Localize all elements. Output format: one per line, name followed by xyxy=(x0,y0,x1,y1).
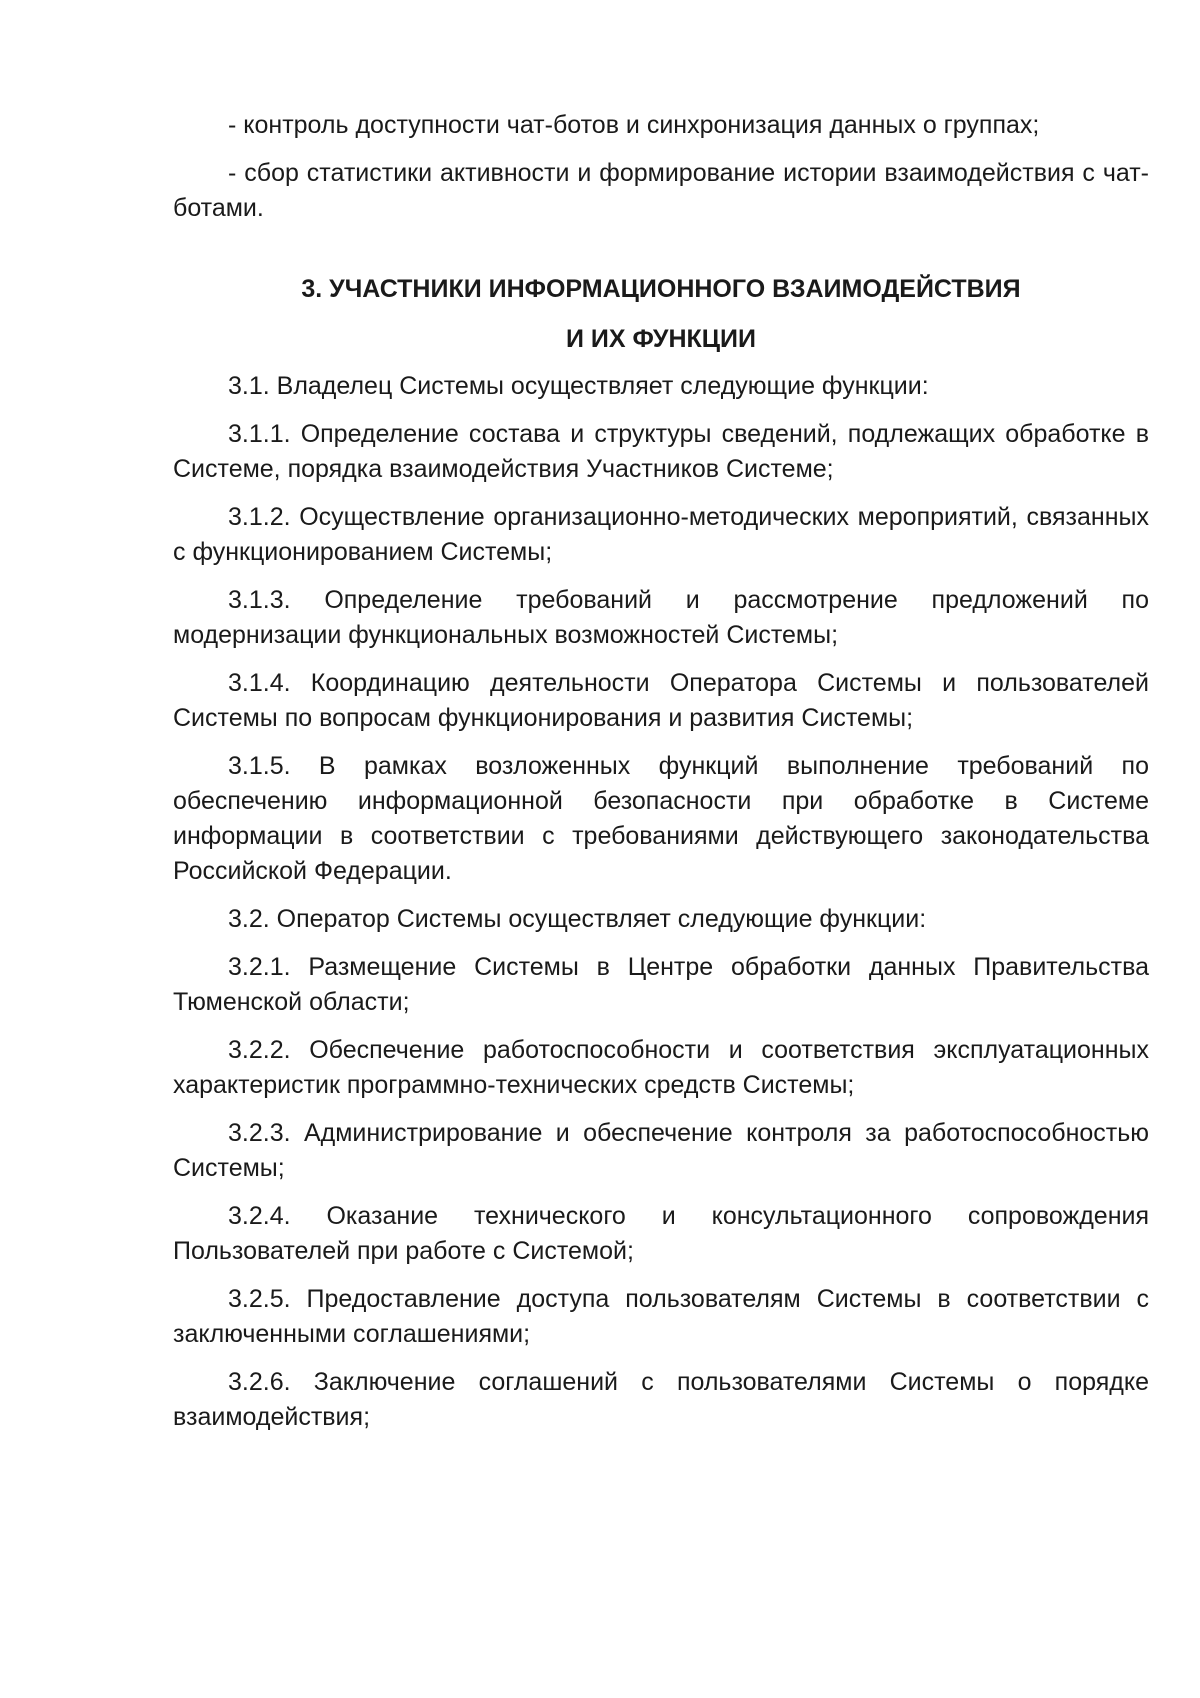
paragraph-3-1-4: 3.1.4. Координацию деятельности Оператора Системы и пользователей Системы по вопросам функционирования и развития Системы; xyxy=(173,669,1149,732)
paragraph-3-1-3: 3.1.3. Определение требований и рассмотрение предложений по модернизации функциональных возможностей Системы; xyxy=(173,586,1149,649)
intro-item: - контроль доступности чат-ботов и синхронизация данных о группах; xyxy=(228,111,1040,139)
section-heading-line-2: И ИХ ФУНКЦИИ xyxy=(566,325,756,353)
paragraph-3-1: 3.1. Владелец Системы осуществляет следующие функции: xyxy=(228,372,929,400)
paragraph-3-1-2: 3.1.2. Осуществление организационно-методических мероприятий, связанных с функционированием Системы; xyxy=(173,503,1149,566)
paragraph-3-2-2: 3.2.2. Обеспечение работоспособности и соответствия эксплуатационных характеристик программно-технических средств Системы; xyxy=(173,1036,1149,1099)
paragraph-3-2-1: 3.2.1. Размещение Системы в Центре обработки данных Правительства Тюменской области; xyxy=(173,953,1149,1016)
paragraph-3-2: 3.2. Оператор Системы осуществляет следующие функции: xyxy=(228,905,927,933)
paragraph-3-1-1: 3.1.1. Определение состава и структуры сведений, подлежащих обработке в Системе, порядка взаимодействия Участников Системе; xyxy=(173,420,1149,483)
section-heading-line-1: 3. УЧАСТНИКИ ИНФОРМАЦИОННОГО ВЗАИМОДЕЙСТВИЯ xyxy=(301,275,1021,303)
paragraph-3-2-6: 3.2.6. Заключение соглашений с пользователями Системы о порядке взаимодействия; xyxy=(173,1368,1149,1431)
document-body xyxy=(173,108,1149,1448)
paragraph-3-2-5: 3.2.5. Предоставление доступа пользователям Системы в соответствии с заключенными соглашениями; xyxy=(173,1285,1149,1348)
intro-item: - сбор статистики активности и формирование истории взаимодействия с чат-ботами. xyxy=(173,159,1149,222)
paragraph-3-2-3: 3.2.3. Администрирование и обеспечение контроля за работоспособностью Системы; xyxy=(173,1119,1149,1182)
section-heading xyxy=(173,272,1149,357)
paragraph-3-2-4: 3.2.4. Оказание технического и консультационного сопровождения Пользователей при работе с Системой; xyxy=(173,1202,1149,1265)
paragraph-3-1-5: 3.1.5. В рамках возложенных функций выполнение требований по обеспечению информационной безопасности при обработке в Системе информации в соответствии с требованиями действующего законодательства Российской Федерации. xyxy=(173,752,1149,885)
